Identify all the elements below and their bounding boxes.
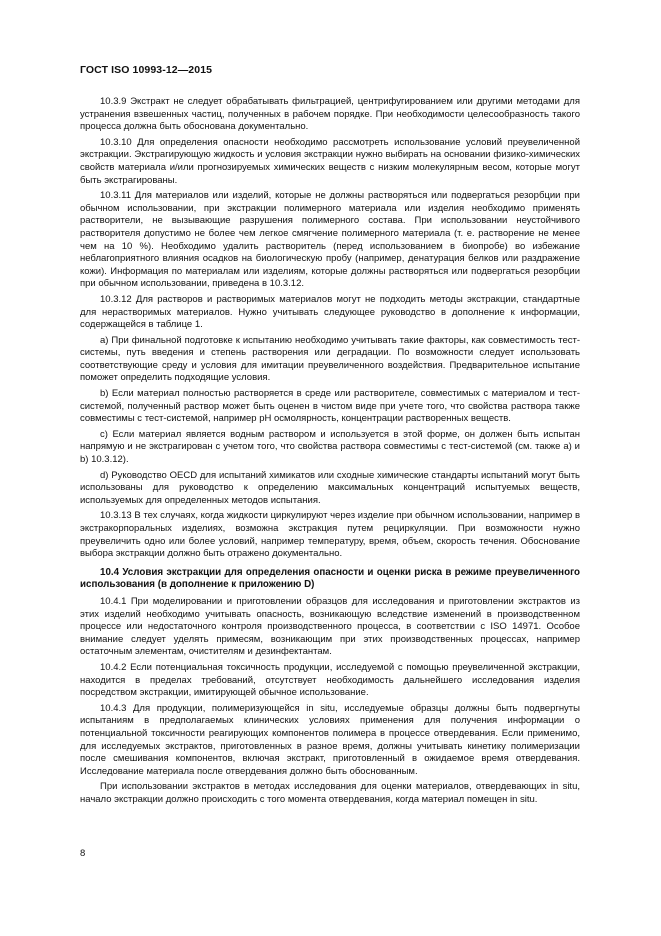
paragraph-10-3-10: 10.3.10 Для определения опасности необходимо рассмотреть использование условий преувеличенной экстракции. Экстрагирующую жидкость и условия экстракции нужно выбирать на основании физико-химических свойств материала и/или прогнозируемых химических веществ с низким молекулярным весом, которые могут быть экстрагированы. [80,136,580,186]
paragraph-10-4-2: 10.4.2 Если потенциальная токсичность продукции, исследуемой с помощью преувеличенной экстракции, находится в пределах требований, отсутствует необходимость дальнейшего исследования изделия посредством экстракции, имитирующей обычное использование. [80,661,580,699]
list-item-b: b) Если материал полностью растворяется в среде или растворителе, совместимых с материалом и тест-системой, полученный раствор может быть оценен в чистом виде при учете того, что свойства раствора также совместимы с тест-системой, например pH осмолярность, концентрации растворенных веществ. [80,388,580,425]
paragraph-10-3-12: 10.3.12 Для растворов и растворимых материалов могут не подходить методы экстракции, стандартные для нерастворимых материалов. Нужно учитывать следующее руководство в дополнение к информации, содержащейся в таблице 1. [80,293,580,331]
paragraph-10-4-3: 10.4.3 Для продукции, полимеризующейся in situ, исследуемые образцы должны быть подвергнуты испытаниям в предполагаемых клинических условиях применения для получения информации о потенциальной токсичности реагирующих компонентов полимера в процессе отвердевания. Если применимо, для исследуемых экстрактов, приготовленных в разное время, должны учитывать кинетику полимеризации после смешивания компонентов, включая экстракт, приготовленный в ожидаемое время отвердевания. Исследование материала после отвердевания должно быть обоснованным. [80,702,580,777]
document-body [80,96,580,809]
list-item-d: d) Руководство OECD для испытаний химикатов или сходные химические стандарты испытаний могут быть использованы для руководство к определению максимальных концентраций испытуемых веществ, используемых для определенных методов испытания. [80,469,580,506]
document-header: ГОСТ ISO 10993-12—2015 [80,64,213,76]
paragraph-10-3-13: 10.3.13 В тех случаях, когда жидкости циркулируют через изделие при обычном использовании, например в экстракорпоральных изделиях, возможна экстракция путем рециркуляции. При возможности нужно преувеличить одно или более условий, например температуру, время, объем, скорость течения. Обоснование выбора экстракции должно быть отражено документально. [80,510,580,560]
paragraph-10-4-1: 10.4.1 При моделировании и приготовлении образцов для исследования и приготовлении экстрактов из этих изделий необходимо учитывать опасность, возникающую вследствие изменений в производственном процессе или недостаточного контроля производственного процесса, в соответствии с ISO 14971. Особое внимание следует уделять примесям, возникающим при этих производственных процессах, например остаточным элементам, очистителям и дезинфектантам. [80,595,580,658]
paragraph-in-situ: При использовании экстрактов в методах исследования для оценки материалов, отвердевающих in situ, начало экстракции должно происходить с того момента отвердевания, когда материал помещен in situ. [80,781,580,805]
page-number: 8 [80,848,86,859]
list-item-a: а) При финальной подготовке к испытанию необходимо учитывать такие факторы, как совместимость тест-системы, путь введения и степень растворения или деградации. По возможности следует использовать соответствующие среду и условия для имитации преувеличенного воздействия. Предварительное испытание поможет определить подходящие условия. [80,334,580,384]
list-item-c: c) Если материал является водным раствором и используется в этой форме, он должен быть испытан напрямую и не экстрагирован с учетом того, что свойства раствора совместимы с тест-системой (см. также а) и b) 10.3.12). [80,428,580,466]
paragraph-10-3-9: 10.3.9 Экстракт не следует обрабатывать фильтрацией, центрифугированием или другими методами для устранения взвешенных частиц, полученных в рабочем порядке. При необходимости целесообразность такого процесса должна быть обоснована документально. [80,96,580,133]
section-heading-10-4: 10.4 Условия экстракции для определения опасности и оценки риска в режиме преувеличенного использования (в дополнение к приложению D) [80,566,580,591]
paragraph-10-3-11: 10.3.11 Для материалов или изделий, которые не должны растворяться или подвергаться резорбции при обычном использовании, при экстракции полимерного материала или изделия необходимо применять растворители, не вызывающие разрушения полимерного состава. При использовании неустойчивого растворителя допустимо не более чем легкое смягчение полимерного материала (т. е. растворение не менее чем на 10 %). Необходимо удалить растворитель (перед использованием в биопробе) во избежание неблагоприятного влияния осадков на биологическую пробу (например, денатурация белков или раздражение кожи). Информация по материалам или изделиям, которые должны растворяться или подвергаться резорбции при обычном использовании, приведена в 10.3.12. [80,190,580,290]
